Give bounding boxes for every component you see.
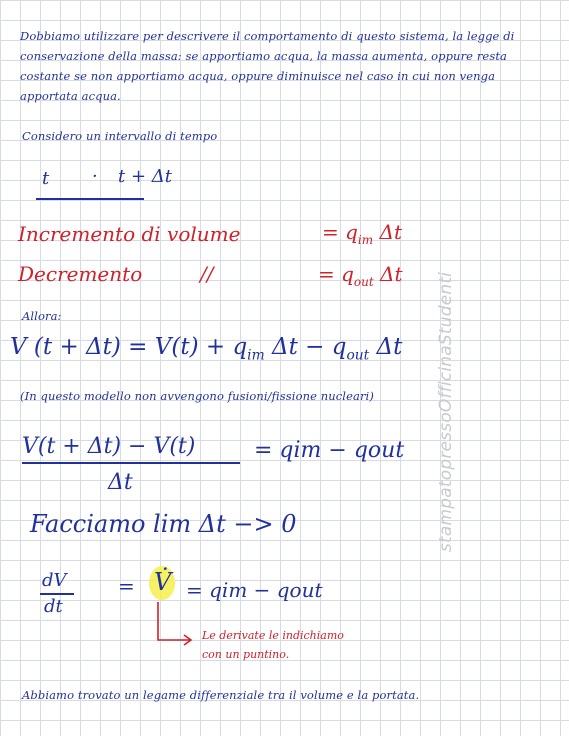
watermark: stampatopressoOfficinaStudenti	[436, 271, 456, 552]
derivative-note-line1: Le derivate le indichiamo	[202, 629, 344, 642]
fraction-numerator: V(t + Δt) − V(t)	[22, 434, 196, 459]
note-arrow	[150, 600, 200, 650]
decrement-label: Decremento	[18, 262, 143, 286]
intro-paragraph: Dobbiamo utilizzare per descrivere il comportamento di questo sistema, la legge di conservazione della massa: se apportiamo acqua, la massa aumenta, oppure resta costante se non apportiamo acqua, oppure diminuisce nel caso in cui non venga apportata acqua.	[20, 29, 515, 103]
fraction-rhs: = qim − qout	[254, 438, 405, 463]
derivative-rhs: = qim − qout	[186, 578, 323, 602]
derivative-equals: =	[118, 574, 135, 598]
interval-dot: ·	[92, 166, 98, 187]
derivative-bar	[40, 593, 74, 595]
interval-line	[36, 198, 144, 200]
derivative-note	[202, 626, 344, 664]
limit-line: Facciamo lim Δt −> 0	[30, 510, 297, 538]
increment-label: Incremento di volume	[18, 222, 241, 246]
derivative-denominator: dt	[44, 596, 63, 617]
interval-start: t	[42, 168, 50, 189]
fraction-bar	[22, 462, 240, 464]
increment-formula: = $q_{im}$ Δt	[322, 220, 402, 247]
interval-end: t + Δt	[118, 166, 172, 187]
vdot-symbol: V̇	[154, 568, 172, 596]
conclusion-text: Abbiamo trovato un legame differenziale tra il volume e la portata.	[22, 688, 420, 702]
decrement-ditto: //	[200, 262, 214, 286]
fraction-denominator: Δt	[108, 470, 133, 495]
derivative-note-line2: con un puntino.	[202, 648, 290, 661]
interval-heading: Considero un intervallo di tempo	[22, 129, 218, 143]
fusion-note: (In questo modello non avvengono fusioni/fissione nucleari)	[20, 389, 374, 403]
interval-diagram	[36, 166, 196, 206]
allora-label: Allora:	[22, 309, 62, 323]
decrement-formula: = $q_{out}$ Δt	[318, 262, 403, 289]
conservation-equation: V $(t + \Delta t) = V(t) + q_{im}$ $\Delta t - q_{out}$ Δt	[10, 334, 403, 364]
derivative-numerator: dV	[42, 570, 67, 591]
